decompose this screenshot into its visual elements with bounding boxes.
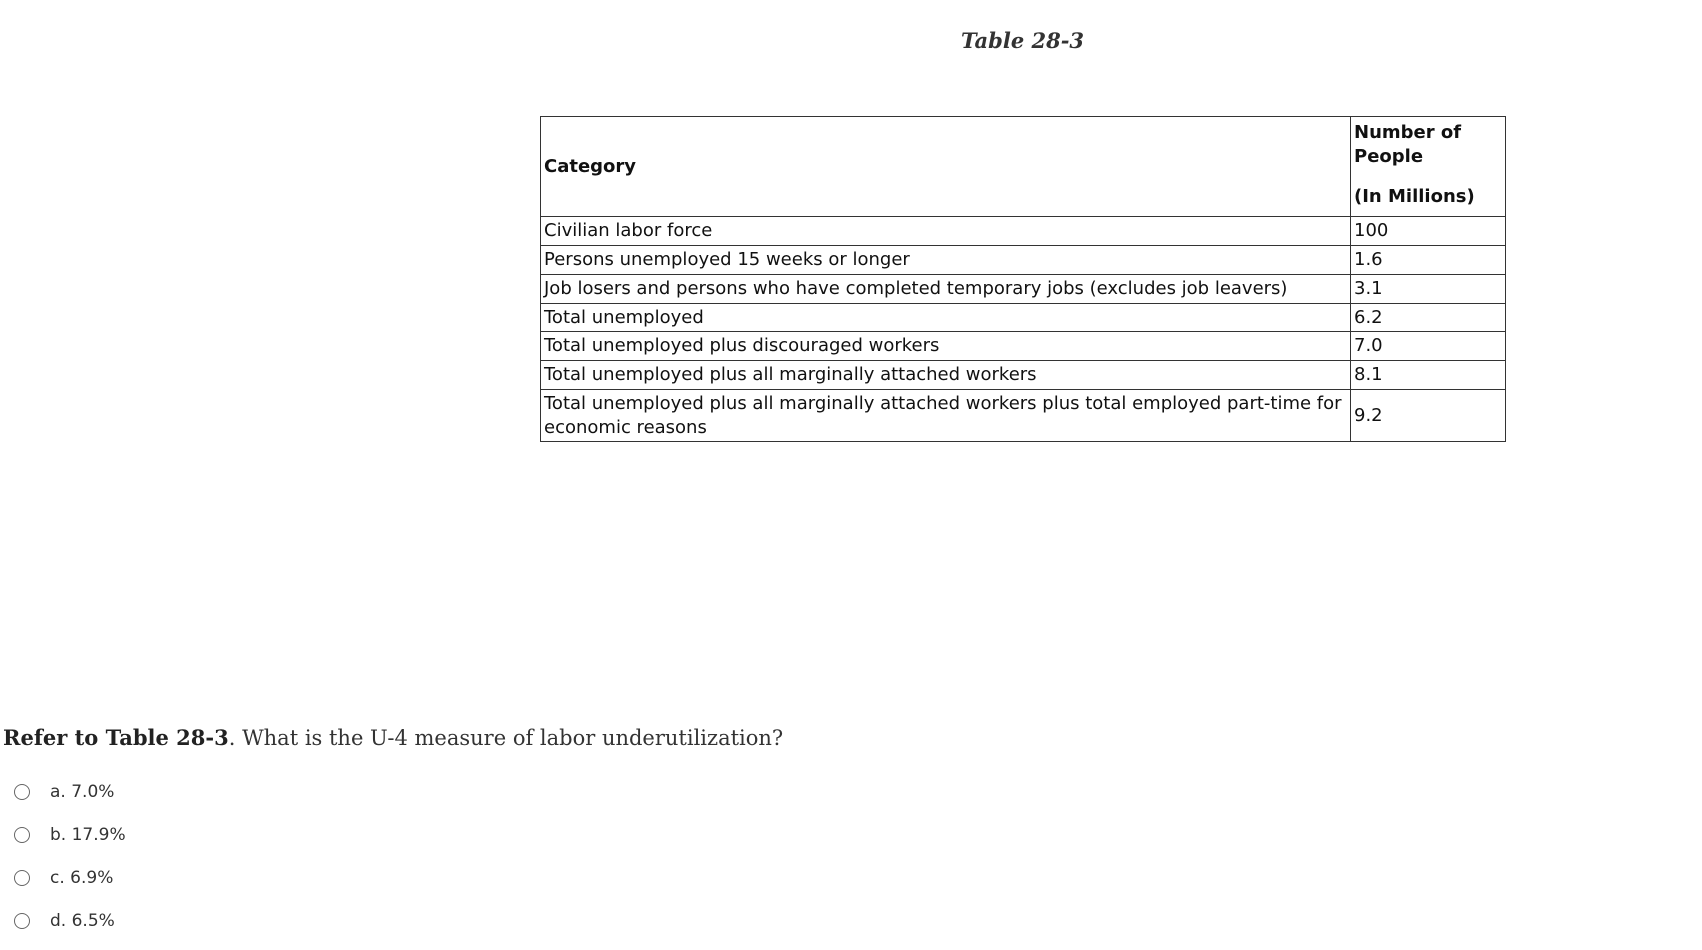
row-category: Total unemployed plus discouraged workers [541,332,1351,361]
option-label: a. 7.0% [50,781,115,802]
option-d[interactable] [14,899,126,942]
table-row [541,332,1506,361]
table-row [541,274,1506,303]
row-category: Job losers and persons who have completed temporary jobs (excludes job leavers) [541,274,1351,303]
row-category: Total unemployed plus all marginally attached workers plus total employed part-time for economic reasons [541,389,1351,442]
row-category: Civilian labor force [541,217,1351,246]
radio-button-icon[interactable] [14,827,30,843]
row-value: 1.6 [1351,246,1506,275]
row-value: 8.1 [1351,361,1506,390]
row-value: 6.2 [1351,303,1506,332]
header-value-line2: People [1354,145,1424,167]
table-title: Table 28-3 [960,28,1085,53]
header-number-of-people [1351,117,1506,217]
row-value: 100 [1351,217,1506,246]
row-value: 9.2 [1351,389,1506,442]
table-row [541,246,1506,275]
table-row [541,361,1506,390]
option-b[interactable] [14,813,126,856]
answer-options [14,770,126,942]
table-row [541,303,1506,332]
radio-button-icon[interactable] [14,913,30,929]
row-value: 7.0 [1351,332,1506,361]
option-label: b. 17.9% [50,824,126,845]
row-category: Persons unemployed 15 weeks or longer [541,246,1351,275]
radio-button-icon[interactable] [14,870,30,886]
table-row [541,389,1506,442]
option-c[interactable] [14,856,126,899]
table-header-row [541,117,1506,217]
option-label: c. 6.9% [50,867,114,888]
row-category: Total unemployed [541,303,1351,332]
question-reference: Refer to Table 28-3 [3,725,229,750]
row-category: Total unemployed plus all marginally attached workers [541,361,1351,390]
table-row [541,217,1506,246]
data-table [540,116,1506,442]
option-label: d. 6.5% [50,910,115,931]
header-category: Category [541,117,1351,217]
question-prompt [3,725,1603,750]
option-a[interactable] [14,770,126,813]
header-value-line1: Number of [1354,122,1462,143]
question-text: . What is the U-4 measure of labor underutilization? [228,726,784,750]
radio-button-icon[interactable] [14,784,30,800]
header-value-line3: (In Millions) [1354,185,1475,207]
row-value: 3.1 [1351,274,1506,303]
